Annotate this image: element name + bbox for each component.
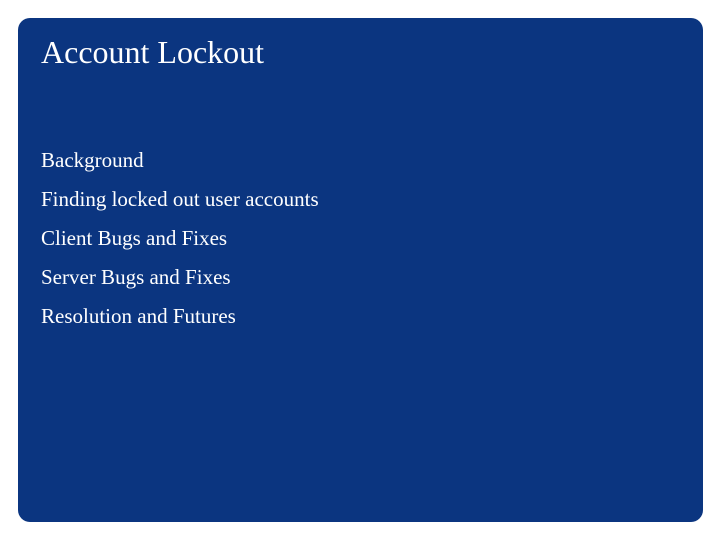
agenda-item-background: Background — [41, 148, 144, 172]
slide-title: Account Lockout — [41, 34, 265, 70]
agenda-list — [41, 141, 319, 336]
agenda-item-server-bugs: Server Bugs and Fixes — [41, 265, 231, 289]
agenda-item-resolution: Resolution and Futures — [41, 304, 236, 328]
agenda-item-finding-locked-accounts: Finding locked out user accounts — [41, 187, 319, 211]
agenda-item-client-bugs: Client Bugs and Fixes — [41, 226, 228, 250]
slide-panel — [18, 18, 703, 522]
